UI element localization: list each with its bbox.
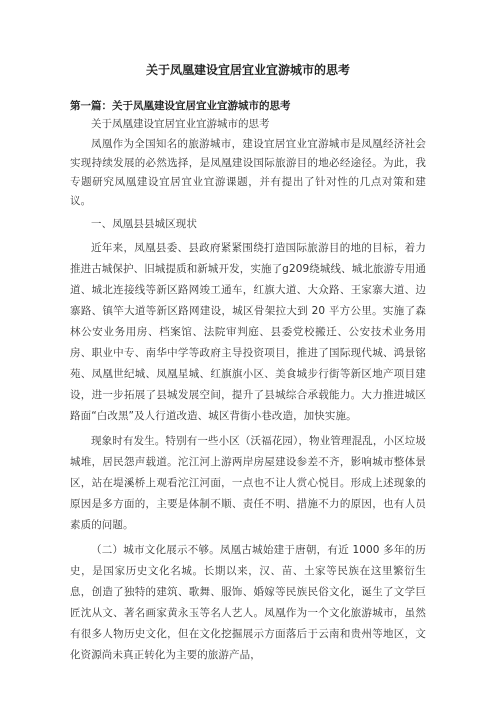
document-title: 关于凤凰建设宜居宜业宜游城市的思考 [145,63,350,77]
paragraph-problems: 现象时有发生。特别有一些小区（沃福花园），物业管理混乱，小区垃圾城堆，居民怨声载道。沱江河上游两岸房屋建设参差不齐，影响城市整体景区，站在堤溪桥上观看沱江河面，一点也不让人赏心悦目。形成上述现象的原因是多方面的，主要是体制不顺、责任不明、措施不力的原因，也有人员素质的问题。 [70,435,426,531]
paragraph-intro: 凤凰作为全国知名的旅游城市，建设宜居宜业宜游城市是凤凰经济社会实现持续发展的必然选择，是凤凰建设国际旅游目的地必经途径。为此，我专题研究凤凰建设宜居宜业宜游课题，并有提出了针对性的几点对策和建议。 [70,138,426,207]
section-heading: 第一篇：关于凤凰建设宜居宜业宜游城市的思考 [70,100,291,112]
paragraph-heading-current-status: 一、凤凰县县城区现状 [91,218,197,230]
document-subtitle: 关于凤凰建设宜居宜业宜游城市的思考 [91,118,270,130]
paragraph-culture: （二）城市文化展示不够。凤凰古城始建于唐朝，有近 1000 多年的历史，是国家历史文化名城。长期以来，汉、苗、土家等民族在这里繁衍生息，创造了独特的建筑、歌舞、服饰、婚嫁等民族民俗文化，诞生了文学巨匠沈从文、著名画家黄永玉等名人艺人。凤凰作为一个文化旅游城市，虽然有很多人物历史文化，但在文化挖掘展示方面落后于云南和贵州等地区，文化资源尚未真正转化为主要的旅游产品， [70,544,426,661]
paragraph-current-status: 近年来，凤凰县委、县政府紧紧围绕打造国际旅游目的地的目标，着力推进古城保护、旧城提质和新城开发，实施了g209绕城线、城北旅游专用通道、城北连接线等新区路网竣工通车，红旗大道、大众路、王家寨大道、边寨路、镇竿大道等新区路网建设，城区骨架拉大到 20 平方公里。实施了森林公安业务用房、档案馆、法院审判庭、县委党校搬迁、公安技术业务用房、职业中专、南华中学等政府主导投资项目，推进了国际现代城、鸿景铭苑、凤凰世纪城、凤凰星城、红旗旗小区、美食城步行街等新区地产项目建设，进一步拓展了县城发展空间，提升了县城综合承载能力。大力推进城区路面“白改黑”及人行道改造、城区背街小巷改造，加快实施。 [70,242,426,422]
